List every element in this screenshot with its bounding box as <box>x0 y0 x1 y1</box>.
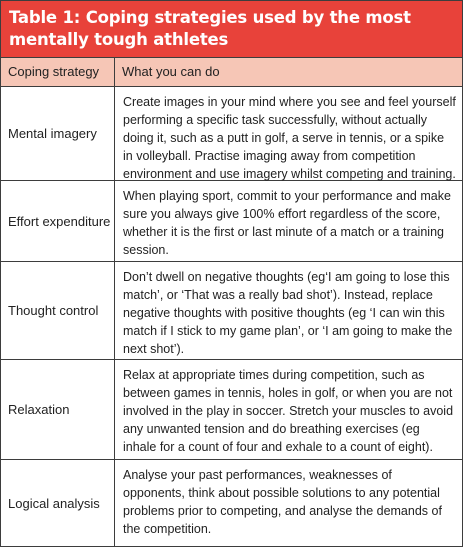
strategy-cell: Effort expenditure <box>8 213 111 229</box>
description-cell: Analyse your past performances, weaknesses of opponents, think about possible solutions to any potential problems prior to competing, and analyse the demands of the competition. <box>114 460 462 546</box>
description-cell: When playing sport, commit to your performance and make sure you always give 100% effort regardless of the score, whether it is the first or last minute of a match or a training session. <box>114 181 462 261</box>
strategy-cell: Logical analysis <box>8 495 100 511</box>
header-what-you-can-do: What you can do <box>114 58 462 86</box>
table-row <box>1 360 462 460</box>
strategy-cell: Relaxation <box>8 402 70 417</box>
table-title: Table 1: Coping strategies used by the most mentally tough athletes <box>9 8 411 49</box>
table-header-row <box>1 57 462 87</box>
table-row <box>1 460 462 546</box>
table-row <box>1 87 462 181</box>
header-coping-strategy: Coping strategy <box>8 64 100 79</box>
description-cell: Relax at appropriate times during competition, such as between games in tennis, holes in golf, or when you are not involved in the play in soccer. Stretch your muscles to avoid any unwanted tension and do breathing exercises (eg inhale for a count of four and exhale to a count of eight). <box>114 360 462 459</box>
description-cell: Create images in your mind where you see and feel yourself performing a specific task successfully, without actually doing it, such as a putt in golf, a serve in tennis, or a spike in volleyball. Practise imaging away from competition environment and use imagery whilst competing and training. <box>114 87 462 180</box>
table-title-bar <box>1 1 462 57</box>
strategy-cell: Mental imagery <box>8 126 97 141</box>
table-row <box>1 181 462 262</box>
description-cell: Don’t dwell on negative thoughts (eg‘I am going to lose this match’, or ‘That was a really bad shot’). Instead, replace negative thoughts with positive thoughts (eg ‘I can win this match if I stick to my game plan’, or ‘I am going to make the next shot’). <box>114 262 462 359</box>
strategy-cell: Thought control <box>8 303 99 318</box>
table-row <box>1 262 462 360</box>
